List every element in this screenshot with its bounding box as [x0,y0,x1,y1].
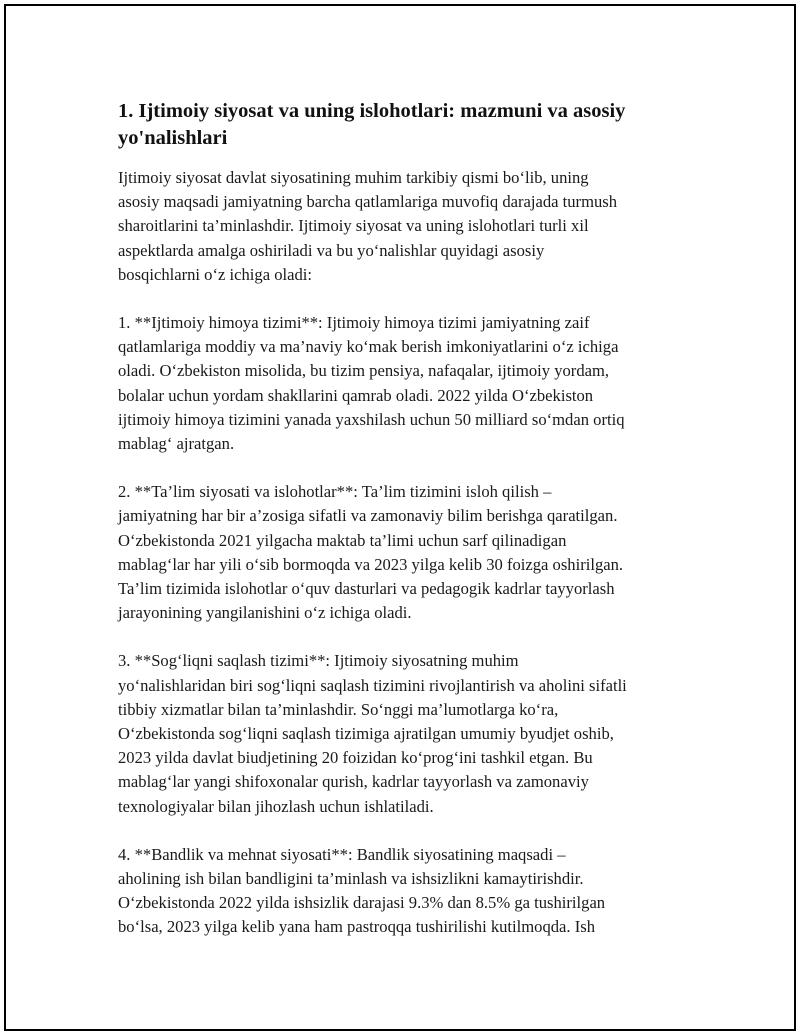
paragraph-line: bo‘lsa, 2023 yilga kelib yana ham pastroqqa tushirilishi kutilmoqda. Ish [118,917,595,937]
employment-paragraph [118,843,698,940]
paragraph-line: 2023 yilda davlat biudjetining 20 foizidan ko‘prog‘ini tashkil etgan. Bu [118,748,593,768]
paragraph-line: mablag‘lar har yili o‘sib bormoqda va 2023 yilga kelib 30 foizga oshirilgan. [118,554,624,574]
paragraph-line: ijtimoiy himoya tizimini yanada yaxshilash uchun 50 milliard so‘mdan ortiq [118,409,625,429]
education-paragraph [118,480,698,625]
paragraph-line: sharoitlarini ta’minlashdir. Ijtimoiy siyosat va uning islohotlari turli xil [118,216,589,236]
paragraph-line: bolalar uchun yordam shakllarini qamrab oladi. 2022 yilda O‘zbekiston [118,385,594,405]
social-protection-paragraph [118,311,698,456]
intro-paragraph [118,166,698,287]
paragraph-line: aholining ish bilan bandligini ta’minlash va ishsizlikni kamaytirishdir. [118,869,584,889]
paragraph-line: 4. **Bandlik va mehnat siyosati**: Bandlik siyosatining maqsadi – [118,844,566,864]
paragraph-line: bosqichlarni o‘z ichiga oladi: [118,264,312,284]
heading-line: 1. Ijtimoiy siyosat va uning islohotlari: mazmuni va asosiy [118,100,626,122]
paragraph-line: jarayonining yangilanishini o‘z ichiga oladi. [118,603,412,623]
paragraph-line: O‘zbekistonda 2022 yilda ishsizlik darajasi 9.3% dan 8.5% ga tushirilgan [118,893,606,913]
document-body [118,98,698,964]
paragraph-line: 1. **Ijtimoiy himoya tizimi**: Ijtimoiy himoya tizimi jamiyatning zaif [118,313,590,333]
paragraph-line: qatlamlariga moddiy va ma’naviy ko‘mak berish imkoniyatlarini o‘z ichiga [118,337,619,357]
paragraph-line: aspektlarda amalga oshiriladi va bu yo‘nalishlar quyidagi asosiy [118,240,545,260]
paragraph-line: Ta’lim tizimida islohotlar o‘quv dasturlari va pedagogik kadrlar tayyorlash [118,579,615,599]
paragraph-line: asosiy maqsadi jamiyatning barcha qatlamlariga muvofiq darajada turmush [118,192,618,212]
paragraph-line: O‘zbekistonda 2021 yilgacha maktab ta’limi uchun sarf qilinadigan [118,530,567,550]
paragraph-line: O‘zbekistonda sog‘liqni saqlash tizimiga ajratilgan umumiy byudjet oshib, [118,724,614,744]
paragraph-line: 2. **Ta’lim siyosati va islohotlar**: Ta’lim tizimini isloh qilish – [118,482,552,502]
heading-line: yo'nalishlari [118,127,228,149]
section-heading [118,98,698,152]
paragraph-line: tibbiy xizmatlar bilan ta’minlashdir. So‘nggi ma’lumotlarga ko‘ra, [118,699,559,719]
paragraph-line: texnologiyalar bilan jihozlash uchun ishlatiladi. [118,796,434,816]
paragraph-line: Ijtimoiy siyosat davlat siyosatining muhim tarkibiy qismi bo‘lib, uning [118,168,589,187]
document-page [4,4,796,1031]
paragraph-line: 3. **Sog‘liqni saqlash tizimi**: Ijtimoiy siyosatning muhim [118,651,519,671]
paragraph-line: jamiyatning har bir a’zosiga sifatli va zamonaviy bilim berishga qaratilgan. [118,506,618,526]
healthcare-paragraph [118,649,698,818]
paragraph-line: mablag‘lar yangi shifoxonalar qurish, kadrlar tayyorlash va zamonaviy [118,772,589,792]
paragraph-line: mablag‘ ajratgan. [118,434,235,454]
paragraph-line: oladi. O‘zbekiston misolida, bu tizim pensiya, nafaqalar, ijtimoiy yordam, [118,361,610,381]
paragraph-line: yo‘nalishlaridan biri sog‘liqni saqlash tizimini rivojlantirish va aholini sifatli [118,675,627,695]
